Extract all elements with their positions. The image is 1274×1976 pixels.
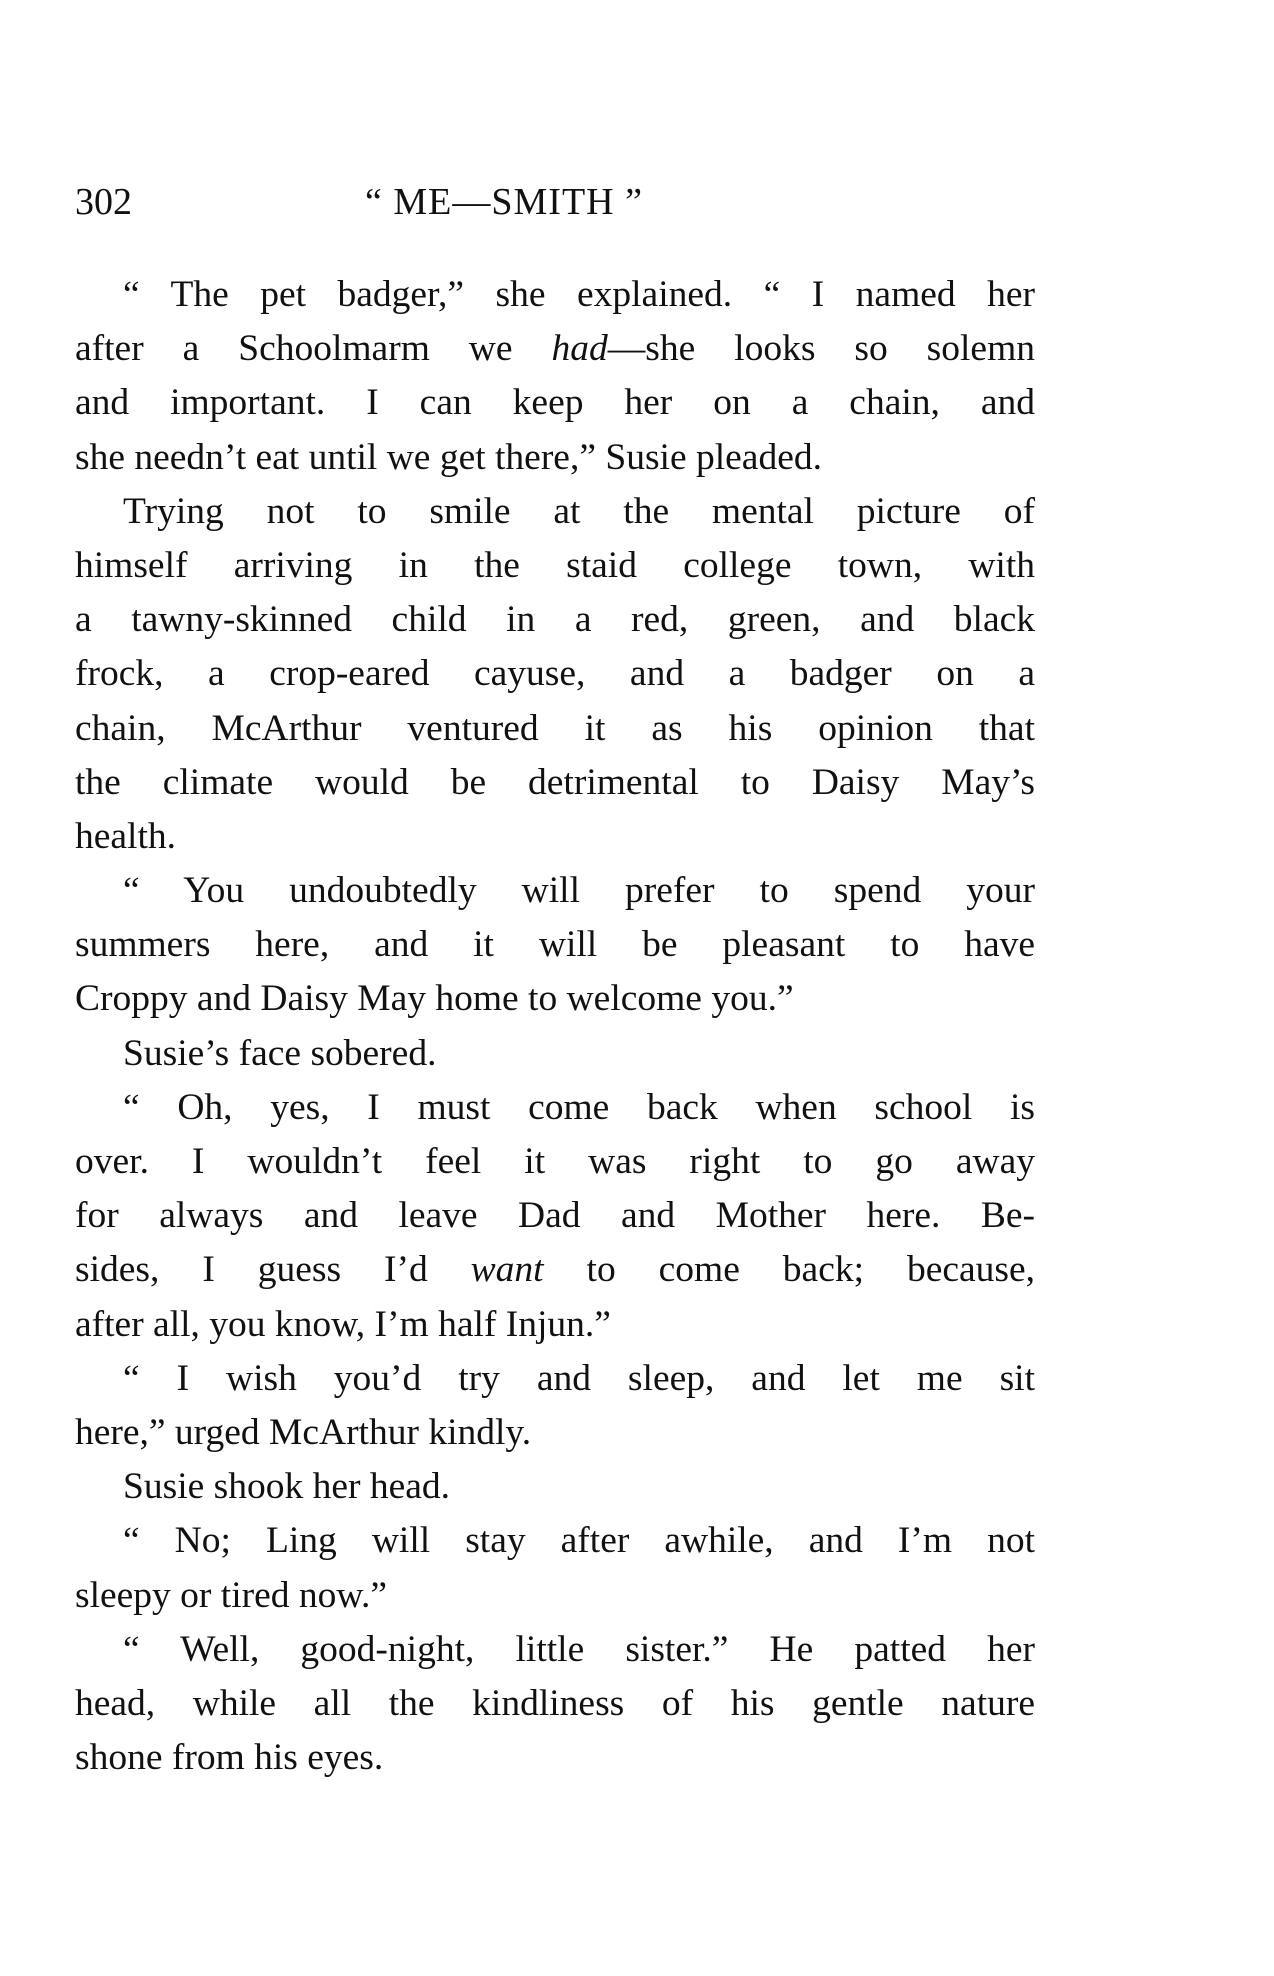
text-line: after all, you know, I’m half Injun.”	[75, 1303, 611, 1345]
text-line: “ You undoubtedly will prefer to spend your	[123, 870, 1035, 912]
body-text	[75, 268, 1035, 1785]
text-line: frock, a crop-eared cayuse, and a badger on a	[75, 653, 1035, 695]
text-line: summers here, and it will be pleasant to have	[75, 924, 1035, 966]
italic-word: want	[470, 1249, 544, 1291]
running-title: “ ME—SMITH ”	[365, 181, 643, 223]
text-line: after a Schoolmarm we had—she looks so solemn	[75, 328, 1035, 370]
text-line: sides, I guess I’d want to come back; because,	[75, 1249, 1035, 1291]
text-line: she needn’t eat until we get there,” Susie pleaded.	[75, 436, 822, 478]
text-line: “ I wish you’d try and sleep, and let me sit	[123, 1357, 1035, 1399]
text-line: Croppy and Daisy May home to welcome you.”	[75, 978, 794, 1020]
text-line: Susie shook her head.	[123, 1466, 451, 1508]
text-line: Trying not to smile at the mental picture of	[123, 490, 1035, 532]
text-line: himself arriving in the staid college town, with	[75, 544, 1035, 586]
text-line: and important. I can keep her on a chain, and	[75, 382, 1035, 424]
text-line: for always and leave Dad and Mother here. Be-	[75, 1195, 1035, 1237]
text-line: “ The pet badger,” she explained. “ I named her	[123, 274, 1035, 315]
text-line: here,” urged McArthur kindly.	[75, 1411, 532, 1453]
text-line: over. I wouldn’t feel it was right to go away	[75, 1141, 1035, 1182]
text-line: shone from his eyes.	[75, 1737, 384, 1779]
running-head	[75, 172, 1035, 232]
italic-word: had	[551, 328, 608, 370]
text-line: a tawny-skinned child in a red, green, and black	[75, 599, 1035, 641]
text-line: the climate would be detrimental to Daisy May’s	[75, 761, 1035, 803]
text-line: “ Oh, yes, I must come back when school is	[123, 1086, 1035, 1128]
text-line: head, while all the kindliness of his gentle nature	[75, 1682, 1035, 1724]
text-line: chain, McArthur ventured it as his opinion that	[75, 707, 1035, 749]
text-line: “ No; Ling will stay after awhile, and I’m not	[123, 1520, 1035, 1562]
text-line: health.	[75, 815, 177, 857]
text-line: sleepy or tired now.”	[75, 1574, 388, 1616]
text-line: “ Well, good-night, little sister.” He patted her	[123, 1628, 1035, 1670]
page-number: 302	[75, 181, 132, 223]
text-line: Susie’s face sobered.	[123, 1032, 437, 1074]
